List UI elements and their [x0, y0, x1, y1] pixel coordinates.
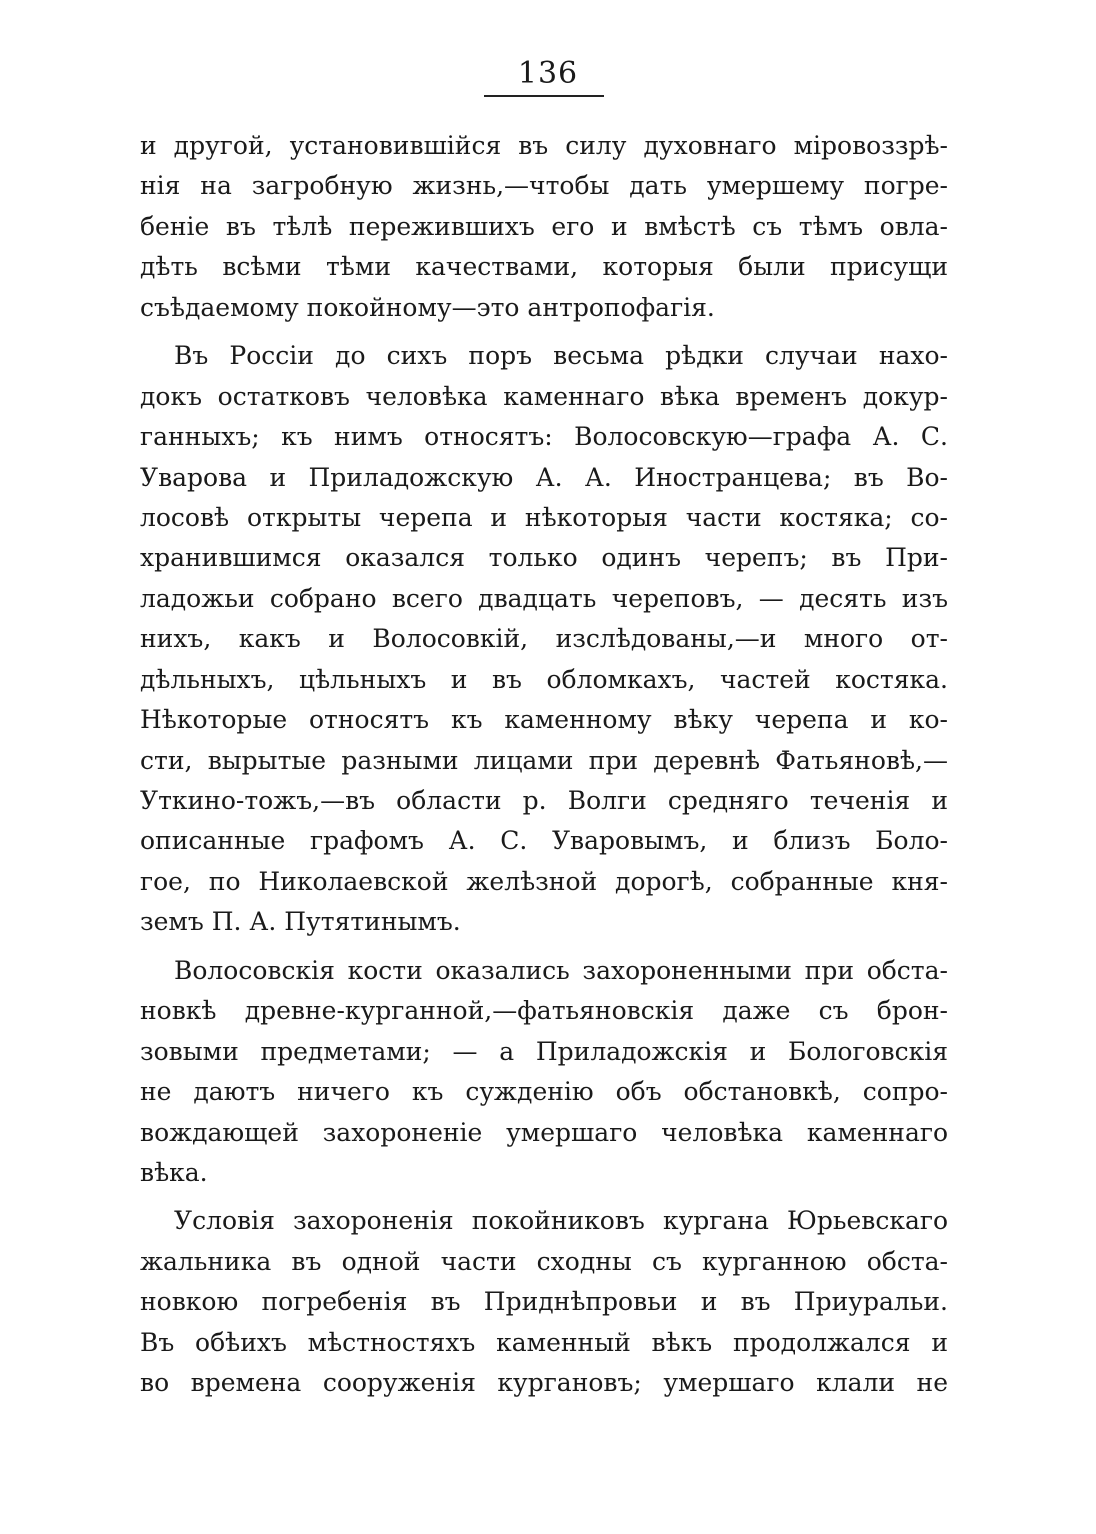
text-line: зовыми предметами; — а Приладожскія и Бологовскія [140, 1036, 948, 1066]
text-line: вождающей захороненіе умершаго человѣка каменнаго [140, 1117, 948, 1147]
page-number: 136 [517, 56, 579, 91]
page-number-rule [484, 95, 604, 97]
text-line: лосовѣ открыты черепа и нѣкоторыя части костяка; со- [140, 502, 948, 532]
text-line: нія на загробную жизнь,—чтобы дать умершему погре- [140, 171, 948, 201]
text-line: Волосовскія кости оказались захороненными при обста- [174, 955, 948, 985]
text-line: дѣльныхъ, цѣльныхъ и въ обломкахъ, частей костяка. [140, 664, 948, 694]
text-line: хранившимся оказался только одинъ черепъ; въ При- [140, 543, 948, 573]
text-line: докъ остатковъ человѣка каменнаго вѣка временъ докур- [140, 381, 948, 411]
text-line: съѣдаемому покойному—это антропофагія. [140, 292, 715, 322]
text-line: нихъ, какъ и Волосовкій, изслѣдованы,—и много от- [140, 624, 948, 654]
text-line: не даютъ ничего къ сужденію объ обстановкѣ, сопро- [140, 1077, 948, 1107]
text-line: Уткино-тожъ,—въ области р. Волги средняго теченія и [140, 786, 948, 815]
text-line: Уварова и Приладожскую А. А. Иностранцева; въ Во- [140, 462, 948, 492]
text-line: беніе въ тѣлѣ пережившихъ его и вмѣстѣ съ тѣмъ овла- [140, 211, 948, 241]
paragraph-4 [140, 1201, 948, 1403]
text-line: дѣть всѣми тѣми качествами, которыя были присущи [140, 252, 948, 282]
paragraph-3 [140, 951, 948, 1194]
text-line: и другой, установившійся въ силу духовнаго міровоззрѣ- [140, 131, 948, 160]
text-line: Въ обѣихъ мѣстностяхъ каменный вѣкъ продолжался и [140, 1327, 948, 1357]
text-line: ладожьи собрано всего двадцать череповъ, — десять изъ [140, 583, 948, 613]
text-line: ганныхъ; къ нимъ относятъ: Волосовскую—графа А. С. [140, 422, 948, 452]
text-line: описанные графомъ А. С. Уваровымъ, и близъ Боло- [140, 826, 948, 856]
text-line: Нѣкоторые относятъ къ каменному вѣку черепа и ко- [140, 705, 948, 735]
text-line: новкѣ древне-курганной,—фатьяновскія даже съ брон- [140, 996, 948, 1026]
body-text [140, 126, 948, 1404]
text-line: гое, по Николаевской желѣзной дорогѣ, собранные кня- [140, 866, 948, 896]
text-line: во времена сооруженія кургановъ; умершаго клали не [140, 1368, 948, 1398]
paragraph-1 [140, 126, 948, 328]
text-line: Условія захороненія покойниковъ кургана Юрьевскаго [174, 1206, 948, 1236]
text-line: жальника въ одной части сходны съ курганною обста- [140, 1246, 948, 1276]
text-line: вѣка. [140, 1157, 208, 1187]
paragraph-2 [140, 336, 948, 943]
text-line: новкою погребенія въ Приднѣпровьи и въ Приуральи. [140, 1287, 948, 1317]
text-line: Въ Россіи до сихъ поръ весьма рѣдки случаи нахо- [174, 341, 948, 371]
text-line: сти, вырытые разными лицами при деревнѣ Фатьяновѣ,— [140, 745, 948, 775]
text-line: земъ П. А. Путятинымъ. [140, 907, 461, 937]
